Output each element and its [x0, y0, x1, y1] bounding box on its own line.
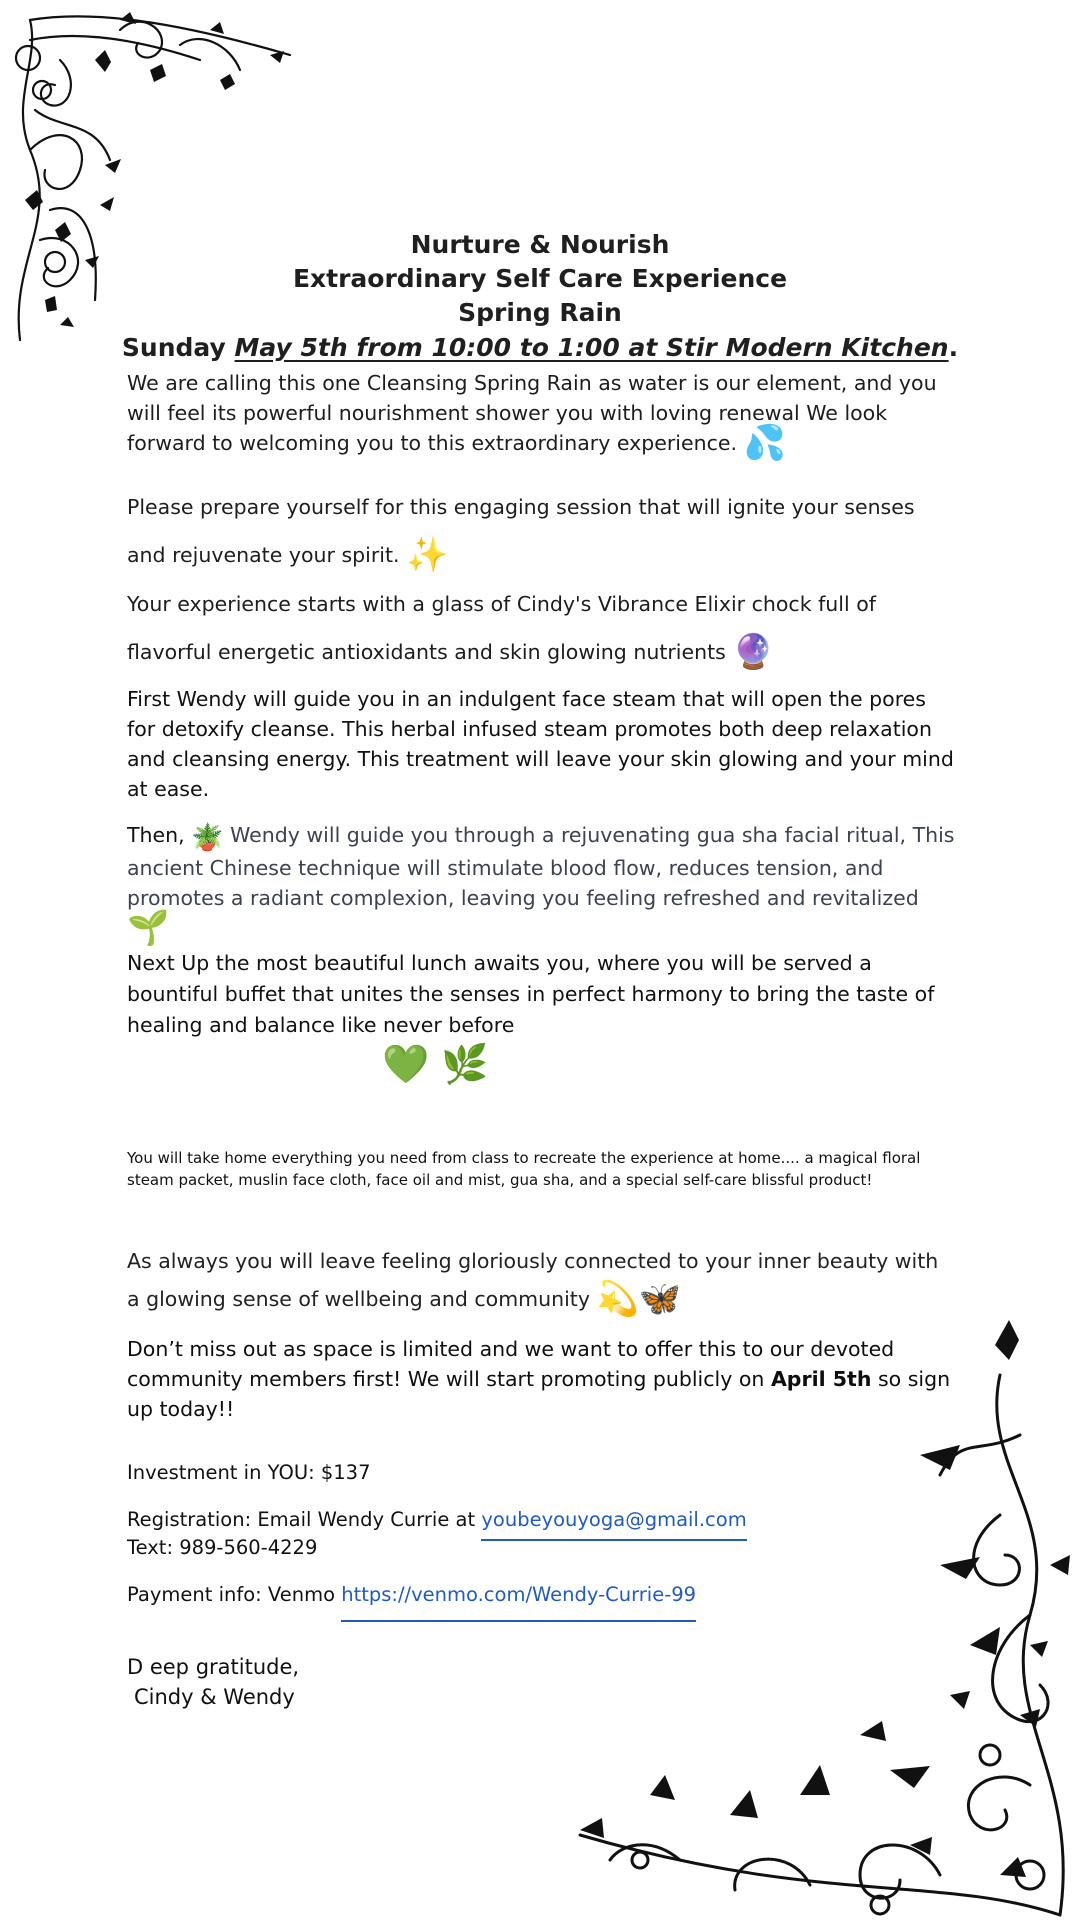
potted-plant-icon: 🪴: [191, 823, 224, 853]
event-date: [0, 330, 1080, 366]
signoff: [127, 1652, 957, 1712]
payment-line: [127, 1580, 957, 1610]
take-home-paragraph: [127, 1147, 957, 1191]
space-text-b: so sign up today!!: [127, 1367, 951, 1421]
leave-text: As always you will leave feeling gloriously connected to your inner beauty with a glowing sense of wellbeing and community: [127, 1249, 939, 1311]
sparkles-icon: ✨: [406, 535, 449, 575]
take-home-text: You will take home everything you need from class to recreate the experience at home.... a magical floral steam packet, muslin face cloth, face oil and mist, gua sha, and a special self-care blissful product!: [127, 1149, 921, 1189]
crystal-ball-icon: 🔮: [732, 632, 775, 672]
intro-paragraph: [127, 368, 957, 463]
water-drops-icon: 💦: [743, 423, 786, 463]
event-title: Nurture & Nourish: [410, 230, 670, 259]
signoff-line-2: Cindy & Wendy: [134, 1685, 295, 1709]
date-prefix: Sunday: [121, 333, 226, 362]
elixir-paragraph: [127, 580, 957, 676]
leave-paragraph: [127, 1242, 957, 1318]
prepare-text: Please prepare yourself for this engaging session that will ignite your senses and rejuvenate your spirit.: [127, 495, 915, 567]
green-heart-herb-icon: 💚 🌿: [382, 1042, 489, 1086]
prepare-paragraph: [127, 483, 957, 579]
lunch-text: Next Up the most beautiful lunch awaits you, where you will be served a bountiful buffet that unites the senses in perfect harmony to bring the taste of healing and balance like never before: [127, 951, 935, 1037]
promo-date: April 5th: [770, 1367, 872, 1391]
intro-text: We are calling this one Cleansing Spring Rain as water is our element, and you will feel its powerful nourishment shower you with loving renewal We look forward to welcoming you to this extraordinary experience.: [127, 371, 937, 455]
date-detail: May 5th from 10:00 to 1:00 at Stir Modern Kitchen: [234, 333, 949, 362]
event-theme: Spring Rain: [458, 298, 622, 327]
venmo-link[interactable]: https://venmo.com/Wendy-Currie-99: [341, 1583, 696, 1622]
registration-label: Registration: Email Wendy Currie at: [127, 1508, 476, 1531]
lunch-icons: [127, 1042, 957, 1086]
gua-sha-text: Wendy will guide you through a rejuvenating gua sha facial ritual, This ancient Chinese technique will stimulate blood flow, reduces tension, and promotes a radiant complexion, leaving you feeling refreshed and revitalized: [127, 823, 955, 910]
elixir-text: Your experience starts with a glass of Cindy's Vibrance Elixir chock full of flavorful energetic antioxidants and skin glowing nutrients: [127, 592, 876, 664]
dizzy-butterfly-icon: 💫🦋: [596, 1279, 682, 1319]
lunch-paragraph: [127, 948, 957, 1086]
investment-line: Investment in YOU: $137: [127, 1461, 371, 1484]
steam-text: First Wendy will guide you in an indulgent face steam that will open the pores for detoxify cleanse. This herbal infused steam promotes both deep relaxation and cleansing energy. This treatment will leave your skin glowing and your mind at ease.: [127, 687, 954, 801]
payment-label: Payment info: Venmo: [127, 1583, 336, 1606]
text-line: Text: 989-560-4229: [127, 1536, 318, 1559]
signoff-line-1: D eep gratitude,: [127, 1655, 300, 1679]
date-suffix: .: [948, 333, 959, 362]
registration-block: [127, 1506, 957, 1562]
email-link[interactable]: youbeyouyoga@gmail.com: [481, 1508, 746, 1541]
event-subtitle: Extraordinary Self Care Experience: [292, 264, 788, 293]
steam-paragraph: [127, 684, 957, 804]
event-header: [0, 228, 1080, 366]
then-text: Then,: [127, 823, 185, 847]
seedling-icon: 🌱: [127, 908, 170, 948]
space-paragraph: [127, 1334, 957, 1424]
space-text-a: Don’t miss out as space is limited and we want to offer this to our devoted community members first! We will start promoting publicly on: [127, 1337, 895, 1391]
gua-sha-paragraph: [127, 820, 957, 948]
